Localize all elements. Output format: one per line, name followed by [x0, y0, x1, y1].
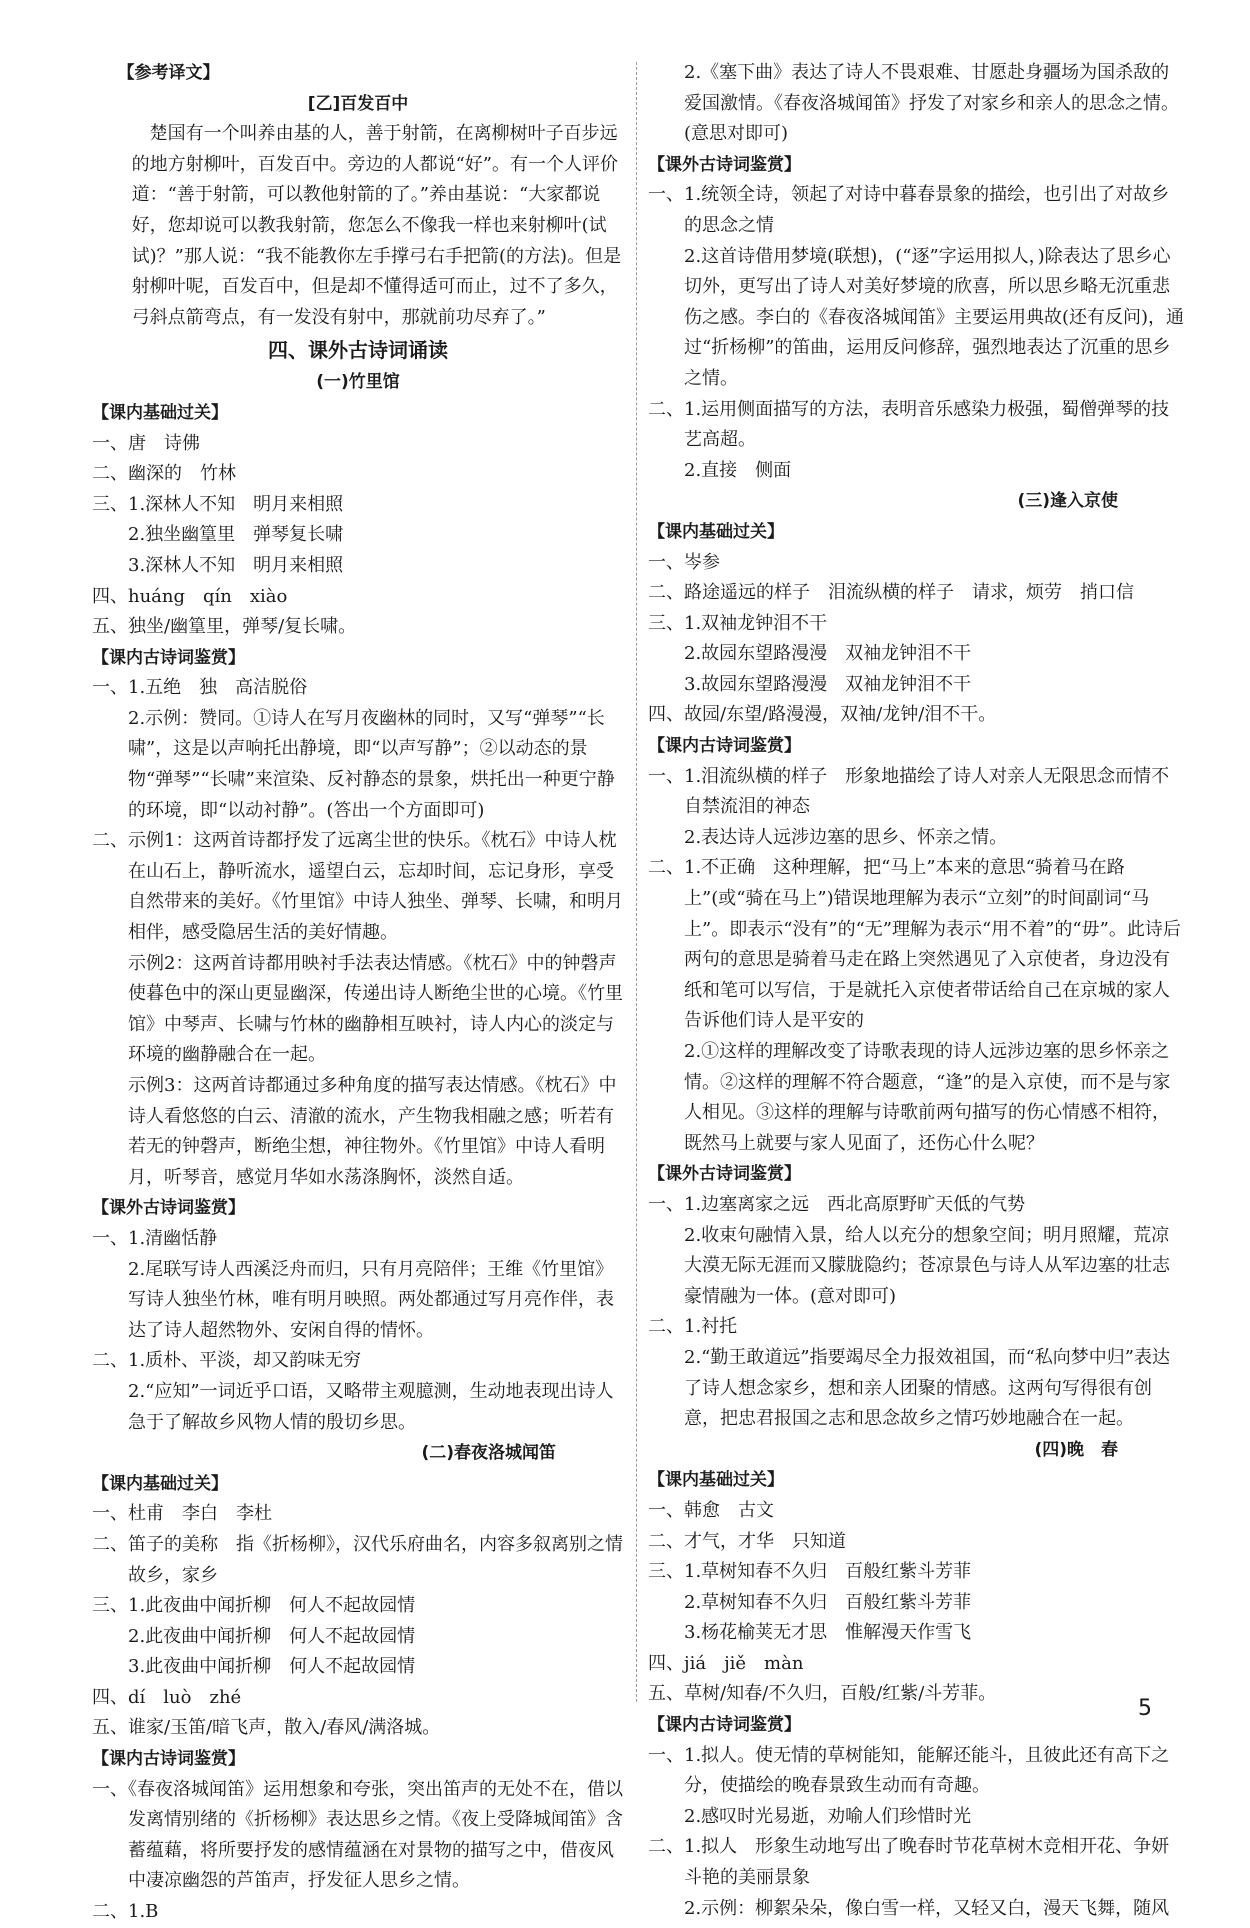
answer-line: 示例2：这两首诗都用映衬手法表达情感。《枕石》中的钟磬声使暮色中的深山更显幽深，传递出诗人断绝尘世的心境。《竹里馆》中琴声、长啸与竹林的幽静相互映衬，诗人内心的淡定与环境的幽静融合在一起。 [128, 952, 623, 1066]
basic-heading: 【课内基础过关】 [648, 521, 784, 542]
answer-line: 2.故园东望路漫漫 双袖龙钟泪不干 [684, 643, 972, 665]
answer-line: 一、1.边塞离家之远 西北高原野旷天低的气势 [648, 1193, 1026, 1215]
answer-line: 3.故园东望路漫漫 双袖龙钟泪不干 [684, 673, 972, 695]
answer-line: 2.表达诗人远涉边塞的思乡、怀亲之情。 [684, 826, 1008, 848]
answer-line: 2.尾联写诗人西溪泛舟而归，只有月亮陪伴；王维《竹里馆》写诗人独坐竹林，唯有明月映照。两处都通过写月亮作伴，表达了诗人超然物外、安闲自得的情怀。 [128, 1258, 614, 1341]
extra-heading: 【课外古诗词鉴赏】 [648, 1164, 801, 1185]
answer-line: 四、huáng qín xiào [92, 585, 288, 607]
poem-title: (二)春夜洛城闻笛 [421, 1443, 556, 1464]
answer-line: 2.独坐幽篁里 弹琴复长啸 [128, 524, 344, 546]
answer-line: 一、《春夜洛城闻笛》运用想象和夸张，突出笛声的无处不在，借以发离情别绪的《折杨柳》表达思乡之情。《夜上受降城闻笛》含蓄蕴藉，将所要抒发的感情蕴涵在对景物的描写之中，借夜风中凄凉幽怨的芦笛声，抒发征人思乡之情。 [92, 1778, 623, 1892]
basic-heading: 【课内基础过关】 [92, 402, 228, 423]
section-title: 四、课外古诗词诵读 [268, 338, 448, 363]
left-column [92, 58, 641, 1928]
inclass-heading: 【课内古诗词鉴赏】 [92, 647, 245, 668]
answer-line: 一、唐 诗佛 [92, 432, 200, 454]
answer-line: 二、笛子的美称 指《折杨柳》，汉代乐府曲名，内容多叙离别之情 故乡，家乡 [92, 1533, 641, 1586]
answer-line: 二、才气，才华 只知道 [648, 1530, 846, 1552]
answer-line: 三、1.深林人不知 明月来相照 [92, 493, 344, 515]
story-title: [乙]百发百中 [307, 93, 409, 114]
answer-line: 3.此夜曲中闻折柳 何人不起故园情 [128, 1656, 416, 1678]
answer-line: 二、1.运用侧面描写的方法，表明音乐感染力极强，蜀僧弹琴的技艺高超。 [648, 398, 1170, 451]
column-divider [636, 62, 637, 1702]
answer-line: 三、1.双袖龙钟泪不干 [648, 612, 828, 634]
story-text: 楚国有一个叫养由基的人，善于射箭，在离柳树叶子百步远的地方射柳叶，百发百中。旁边的人都说“好”。有一个人评价道：“善于射箭，可以教他射箭的了。”养由基说：“大家都说好，您却说可以教我射箭，您怎么不像我一样也来射柳叶(试试)？”那人说：“我不能教你左手撑弓右手把箭(的方法)。但是射柳叶呢，百发百中，但是却不懂得适可而止，过不了多久，弓斜点箭弯点，有一发没有射中，那就前功尽弃了。” [131, 123, 622, 328]
answer-line: 二、1.不正确 这种理解，把“马上”本来的意思“骑着马在路上”(或“骑在马上”)错误地理解为表示“立刻”的时间副词“马上”。即表示“没有”的“无”理解为表示“用不着”的“毋”。此诗后两句的意思是骑着马走在路上突然遇见了入京使者，身边没有纸和笔可以写信，于是就托入京使者带话给自己在京城的家人告诉他们诗人是平安的 [648, 857, 1181, 1032]
answer-line: 2.这首诗借用梦境(联想)，(“逐”字运用拟人，)除表达了思乡心切外，更写出了诗人对美好梦境的欣喜，所以思乡略无沉重悲伤之感。李白的《春夜洛城闻笛》主要运用典故(还有反问)，通过“折杨柳”的笛曲，运用反问修辞，强烈地表达了沉重的思乡之情。 [684, 245, 1185, 389]
extra-heading: 【课外古诗词鉴赏】 [648, 154, 801, 175]
answer-line: 四、jiá jiě màn [648, 1652, 804, 1674]
answer-line: 五、谁家/玉笛/暗飞声，散入/春风/满洛城。 [92, 1717, 441, 1739]
answer-line: 二、1.质朴、平淡，却又韵味无穷 [92, 1350, 362, 1372]
poem-title: (一)竹里馆 [316, 372, 400, 393]
answer-line: 2.①这样的理解改变了诗歌表现的诗人远涉边塞的思乡怀亲之情。②这样的理解不符合题意，“逢”的是入京使，而不是与家人相见。③这样的理解与诗歌前两句描写的伤心情感不相符，既然马上就要与家人见面了，还伤心什么呢？ [684, 1041, 1171, 1154]
answer-line: 2.收束句融情入景，给人以充分的想象空间；明月照耀，荒凉大漠无际无涯而又朦胧隐约；苍凉景色与诗人从军边塞的壮志豪情融为一体。(意对即可) [684, 1224, 1170, 1307]
answer-line: 二、1.B [92, 1901, 159, 1923]
answer-line: 示例3：这两首诗都通过多种角度的描写表达情感。《枕石》中诗人看悠悠的白云、清澈的流水，产生物我相融之感；听若有若无的钟磬声，断绝尘想，神往物外。《竹里馆》中诗人看明月，听琴音，感觉月华如水荡涤胸怀，淡然自适。 [128, 1075, 617, 1188]
answer-line: 一、1.统领全诗，领起了对诗中暮春景象的描绘，也引出了对故乡的思念之情 [648, 184, 1170, 236]
answer-line: 2.直接 侧面 [684, 459, 792, 481]
answer-line: 一、1.五绝 独 高洁脱俗 [92, 677, 308, 699]
answer-line: 2.《塞下曲》表达了诗人不畏艰难、甘愿赴身疆场为国杀敌的爱国激情。《春夜洛城闻笛》抒发了对家乡和亲人的思念之情。(意思对即可) [684, 62, 1179, 145]
answer-line: 一、岑参 [648, 551, 720, 573]
answer-line: 二、路途遥远的样子 泪流纵横的样子 请求，烦劳 捎口信 [648, 582, 1134, 604]
answer-line: 2.感叹时光易逝，劝喻人们珍惜时光 [684, 1805, 972, 1827]
answer-line: 三、1.此夜曲中闻折柳 何人不起故园情 [92, 1595, 416, 1617]
answer-line: 五、独坐/幽篁里，弹琴/复长啸。 [92, 616, 357, 638]
answer-line: 五、草树/知春/不久归，百般/红紫/斗芳菲。 [648, 1683, 997, 1705]
answer-line: 2.“应知”一词近乎口语，又略带主观臆测，生动地表现出诗人急于了解故乡风物人情的殷切乡思。 [128, 1380, 614, 1433]
inclass-heading: 【课内古诗词鉴赏】 [648, 736, 801, 757]
answer-line: 二、示例1：这两首诗都抒发了远离尘世的快乐。《枕石》中诗人枕在山石上，静听流水，遥望白云，忘却时间，忘记身形，享受自然带来的美好。《竹里馆》中诗人独坐、弹琴、长啸，和明月相伴，感受隐居生活的美好情趣。 [92, 830, 623, 944]
inclass-heading: 【课内古诗词鉴赏】 [648, 1715, 801, 1736]
answer-line: 一、1.清幽恬静 [92, 1227, 218, 1249]
inclass-heading: 【课内古诗词鉴赏】 [92, 1749, 245, 1770]
answer-line: 四、故园/东望/路漫漫，双袖/龙钟/泪不干。 [648, 704, 997, 726]
basic-heading: 【课内基础过关】 [648, 1470, 784, 1491]
poem-title: (三)逢入京使 [1017, 491, 1118, 512]
poem-title: (四)晚 春 [1034, 1439, 1118, 1460]
answer-line: 二、1.衬托 [648, 1316, 738, 1338]
answer-line: 三、1.草树知春不久归 百般红紫斗芳菲 [648, 1561, 972, 1583]
basic-heading: 【课内基础过关】 [92, 1473, 228, 1494]
answer-line: 2.草树知春不久归 百般红紫斗芳菲 [684, 1591, 972, 1613]
answer-line: 2.“勤王敢道远”指要竭尽全力报效祖国，而“私向梦中归”表达了诗人想念家乡，想和亲人团聚的情感。这两句写得很有创意，把忠君报国之志和思念故乡之情巧妙地融合在一起。 [684, 1346, 1170, 1430]
answer-line: 一、韩愈 古文 [648, 1499, 774, 1521]
answer-line: 2.此夜曲中闻折柳 何人不起故园情 [128, 1625, 416, 1647]
answer-line: 二、1.拟人 形象生动地写出了晚春时节花草树木竞相开花、争妍斗艳的美丽景象 [648, 1836, 1170, 1889]
answer-line: 四、dí luò zhé [92, 1686, 242, 1708]
right-column [648, 58, 1186, 1924]
extra-heading: 【课外古诗词鉴赏】 [92, 1198, 245, 1219]
answer-line: 一、1.拟人。使无情的草树能知，能解还能斗，且彼此还有高下之分，使描绘的晚春景致生动而有奇趣。 [648, 1744, 1170, 1797]
answer-line: 2.示例：柳絮朵朵，像白雪一样，又轻又白，漫天飞舞，随风 [684, 1897, 1170, 1919]
ref-translation-heading: 【参考译文】 [117, 63, 220, 83]
answer-line: 3.深林人不知 明月来相照 [128, 554, 344, 576]
answer-line: 3.杨花榆荚无才思 惟解漫天作雪飞 [684, 1622, 972, 1644]
answer-line: 二、幽深的 竹林 [92, 463, 236, 485]
answer-line: 2.示例：赞同。①诗人在写月夜幽林的同时，又写“弹琴”“长啸”，这是以声响托出静境，即“以声写静”；②以动态的景物“弹琴”“长啸”来渲染、反衬静态的景象，烘托出一种更宁静的环境，即“以动衬静”。(答出一个方面即可) [128, 707, 615, 821]
answer-line: 一、杜甫 李白 李杜 [92, 1503, 272, 1525]
page-number: 5 [1138, 1696, 1152, 1721]
answer-line: 一、1.泪流纵横的样子 形象地描绘了诗人对亲人无限思念而情不自禁流泪的神态 [648, 765, 1170, 818]
